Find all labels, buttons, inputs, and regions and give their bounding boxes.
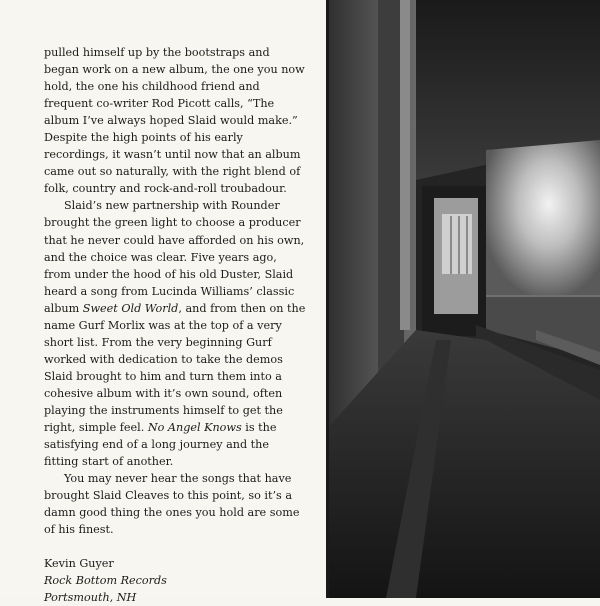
- album-title-no-angel-knows: No Angel Knows: [147, 421, 242, 435]
- essay-text: [44, 44, 306, 606]
- paragraph-2-part-b: , and from then on the name Gurf Morlix was at the top of a very short list. From the very beginning Gurf worked with dedication to take the demos Slaid brought to him and turn them into a cohesive album with it’s own sound, often playing the instruments himself to get the right, simple feel.: [44, 301, 306, 435]
- paragraph-2-part-a: Slaid’s new partnership with Rounder brought the green light to choose a producer that he never could have afforded on his own, and the choice was clear. Five years ago, from under the hood of his old Duster, Slaid heard a song from Lucinda Williams’ classic album: [44, 199, 305, 315]
- paragraph-2: [44, 197, 306, 470]
- album-title-sweet-old-world: Sweet Old World: [82, 301, 179, 315]
- signature-name: Kevin Guyer: [44, 557, 114, 571]
- paragraph-2-part-c: is the satisfying end of a long journey and the fitting start of another.: [44, 421, 277, 469]
- paragraph-3: You may never hear the songs that have brought Slaid Cleaves to this point, so it’s a damn good thing the ones you hold are some of his finest.: [44, 472, 300, 537]
- hallway-photo: [326, 0, 600, 598]
- signature-block: [44, 555, 306, 606]
- signature-location: Portsmouth, NH: [44, 591, 137, 605]
- signature-company: Rock Bottom Records: [44, 574, 167, 588]
- paragraph-1: pulled himself up by the bootstraps and began work on a new album, the one you now hold, the one his childhood friend and frequent co-writer Rod Picott calls, “The album I’ve always hoped Slaid would make.” Despite the high points of his early recordings, it wasn’t until now that an album came out so naturally, with the right blend of folk, country and rock-and-roll troubadour.: [44, 46, 305, 196]
